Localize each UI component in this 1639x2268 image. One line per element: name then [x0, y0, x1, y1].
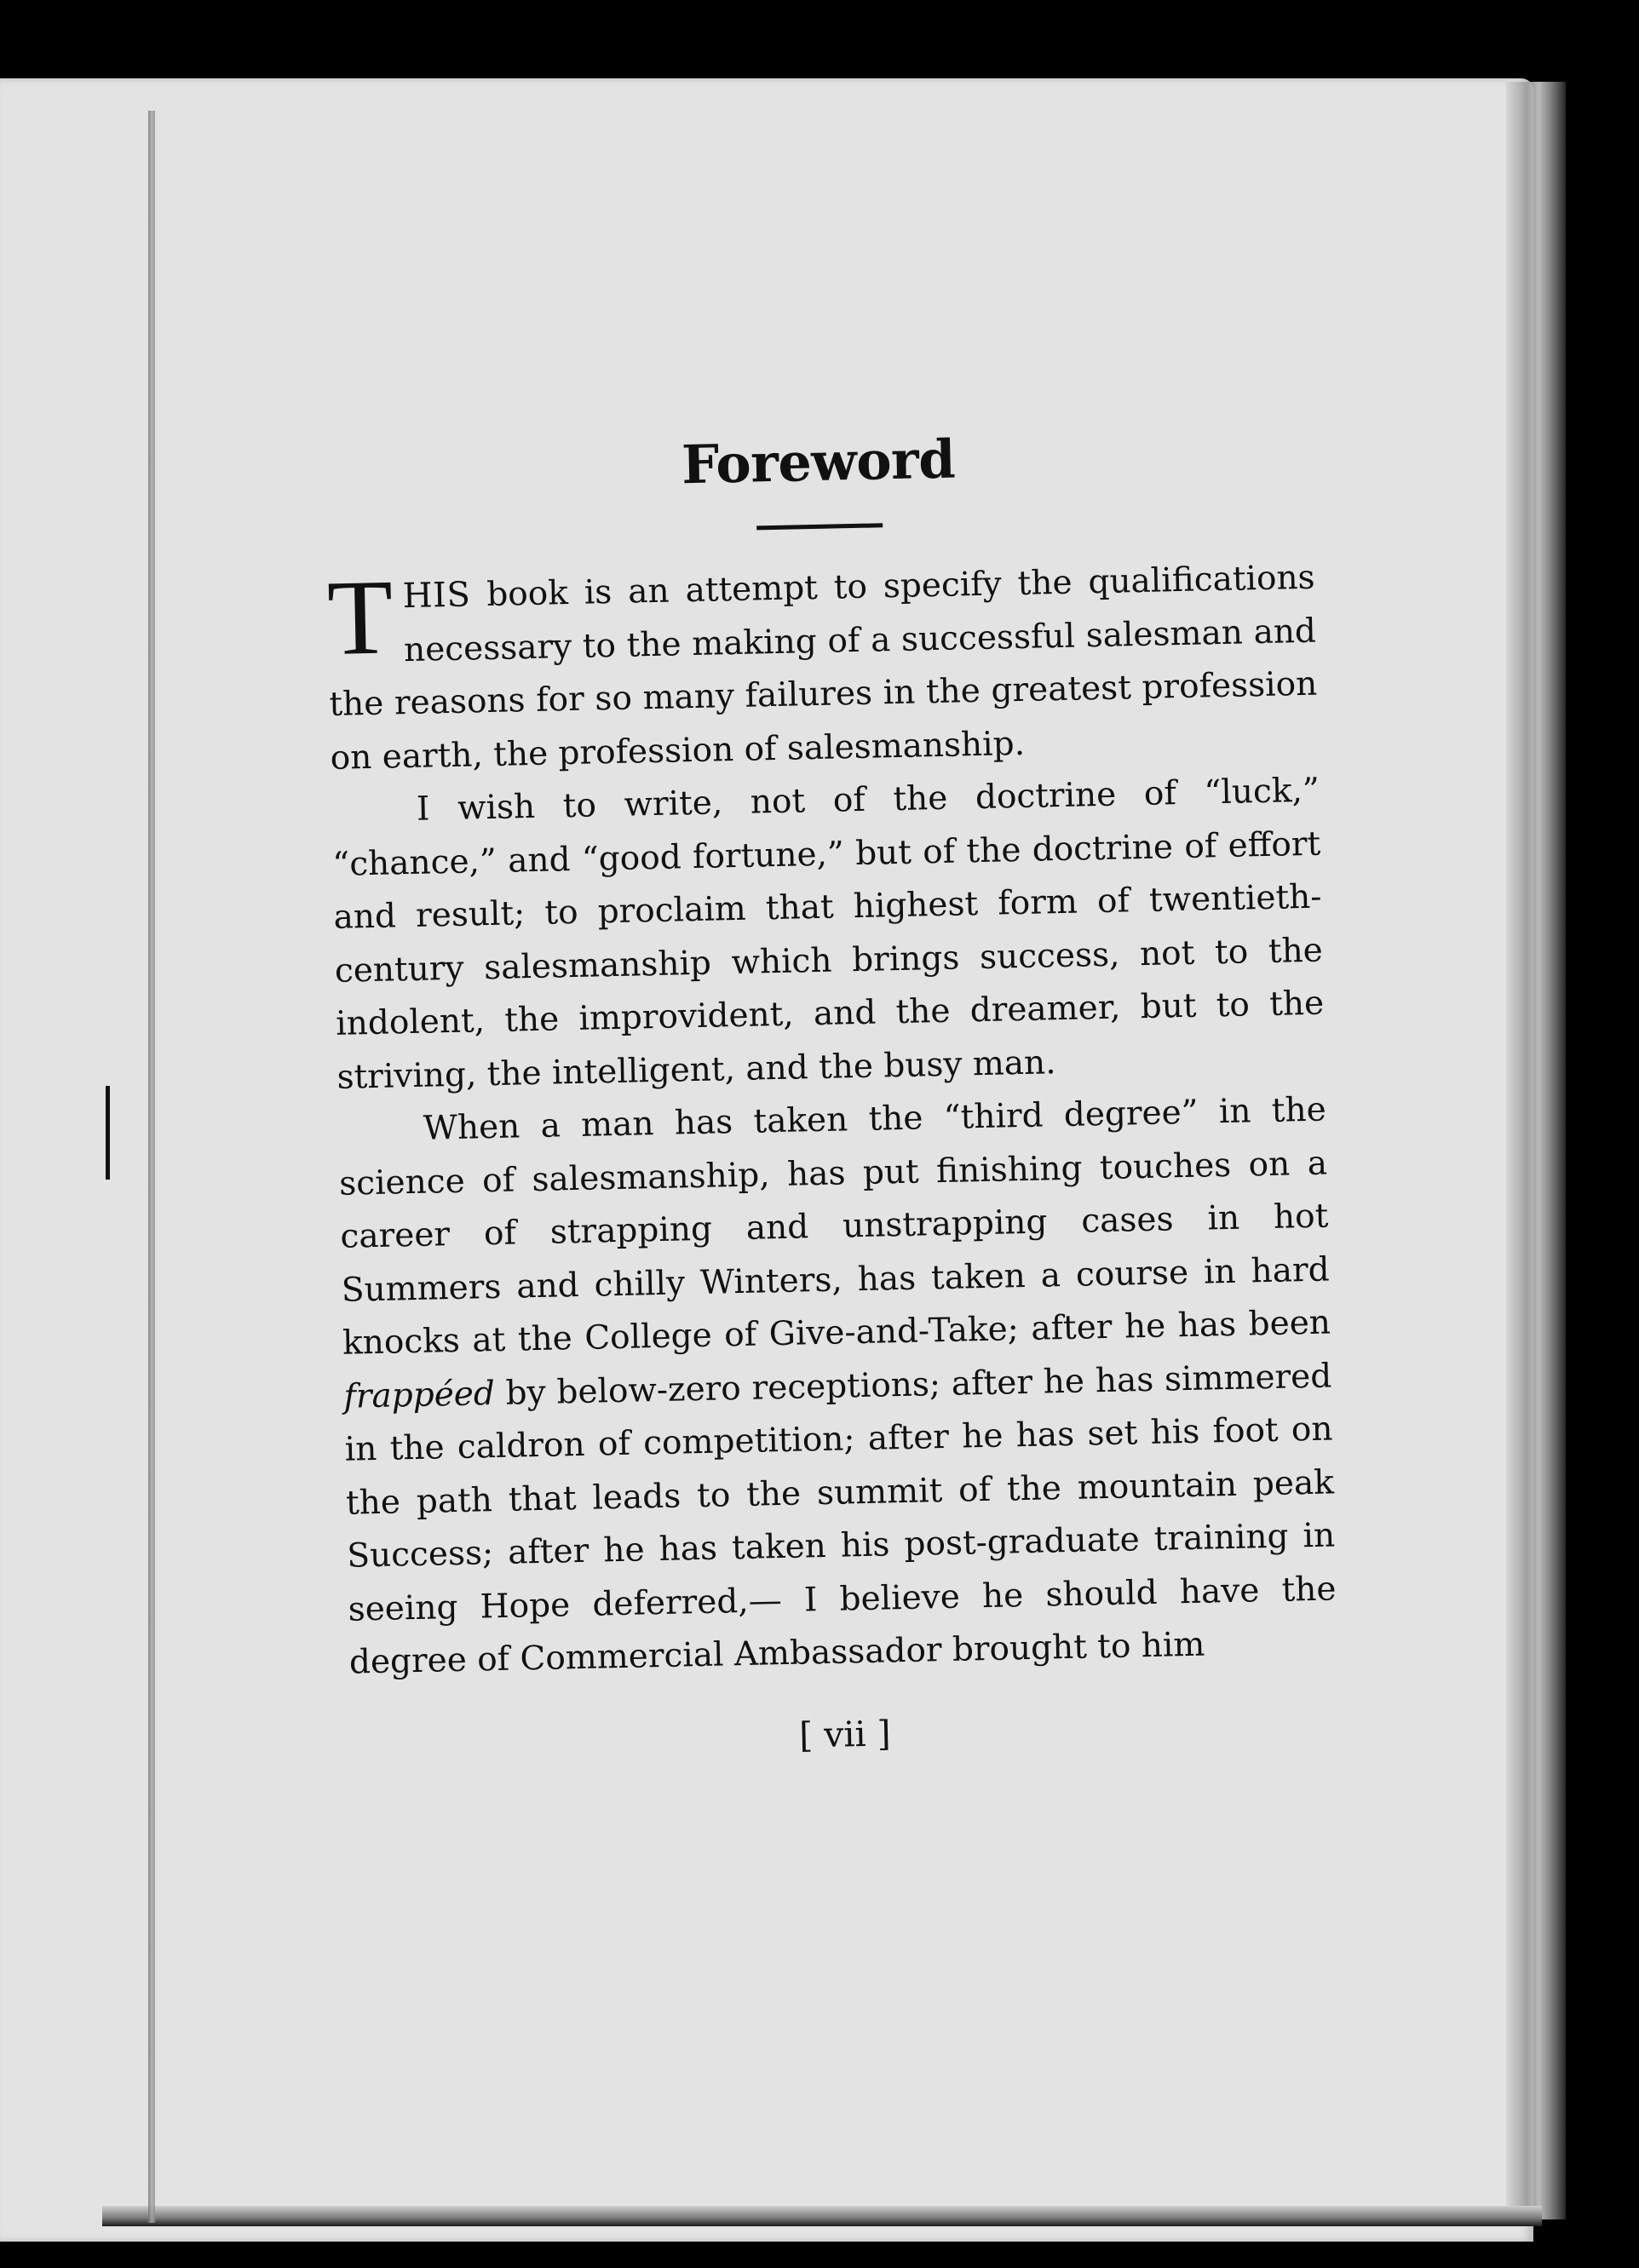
title-rule — [756, 523, 883, 530]
gutter-mark — [106, 1086, 110, 1180]
paragraph-1-text: book is an attempt to specify the qualifications necessary to the making of a successful salesman and the reasons for so many failures in the greatest profession on earth, the profession of salesmanship. — [328, 558, 1318, 778]
page-title: Foreword — [681, 428, 956, 497]
paragraph-3-text-a: When a man has taken the “third degree” in the science of salesmanship, has put finishing touches on a career of strapping and unstrapping cases in hot Summers and chilly Winters, has taken a course in hard knocks at the College of Give-and-Take; after he has been — [338, 1090, 1331, 1363]
paragraph-1 — [326, 551, 1319, 785]
paragraph-3-italic: frappéed — [342, 1374, 496, 1416]
foreword-text-block — [324, 422, 1339, 1765]
page-bottom-edge — [102, 2206, 1542, 2226]
paragraph-2: I wish to write, not of the doctrine of “luck,” “chance,” and “good fortune,” but of the doctrine of effort and result; to proclaim that highest form of twentieth-century salesmanship which brings success, not to the indolent, the improvident, and the dreamer, but to the striving, the intelligent, and the busy man. — [331, 771, 1325, 1097]
drop-cap: T — [325, 558, 394, 678]
paragraph-1-lead: HIS — [402, 575, 471, 617]
binding-gutter — [148, 111, 155, 2223]
paragraph-3 — [337, 1084, 1337, 1691]
paragraph-3-text-b: by below-zero receptions; after he has simmered in the caldron of competition; after he has set his foot on the path that leads to the summit of the mountain peak Success; after he has taken his post-graduate training in seeing Hope deferred,— I believe he should have the degree of Commercial Ambassador brought to him — [344, 1356, 1337, 1682]
page-number: [ vii ] — [798, 1712, 892, 1756]
page-fore-edge — [1506, 82, 1566, 2219]
